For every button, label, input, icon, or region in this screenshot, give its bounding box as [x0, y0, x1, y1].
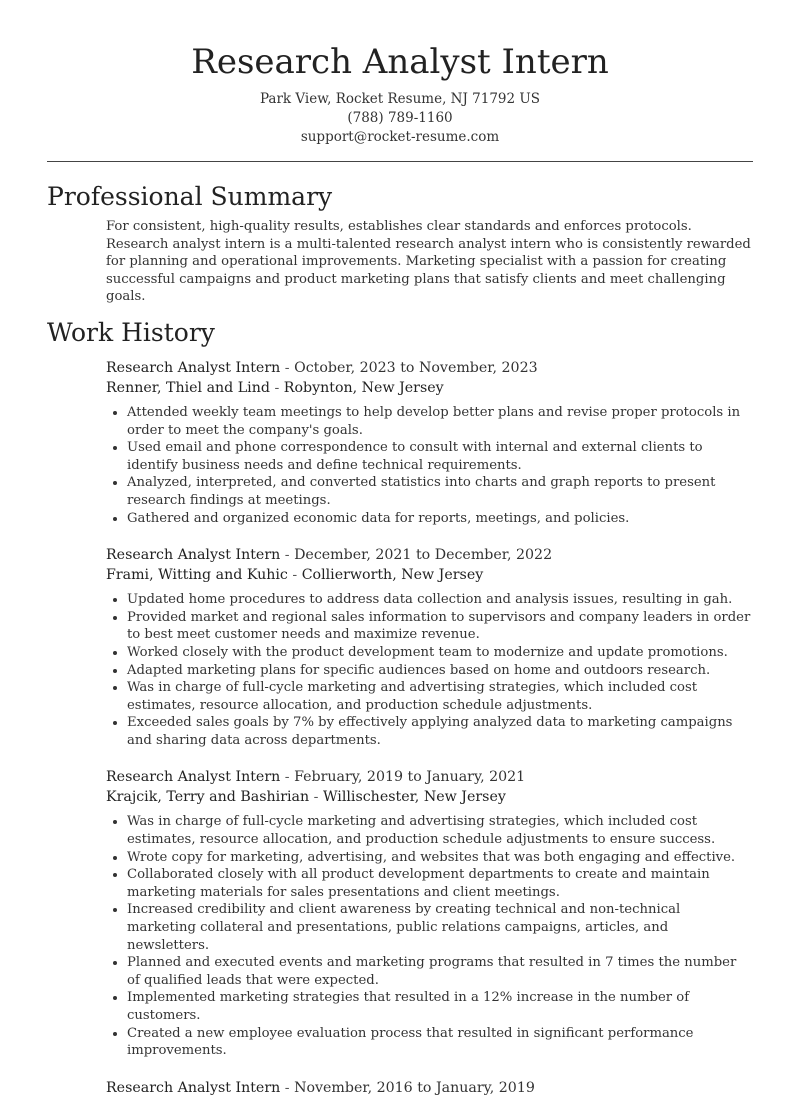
contact-email: support@rocket-resume.com	[300, 129, 500, 145]
contact-phone: (788) 789-1160	[347, 110, 453, 126]
summary-text: For consistent, high-quality results, establishes clear standards and enforces protocols. Research analyst intern is a multi-talented research analyst intern who is consistently rewarded for planning and operational improvements. Marketing specialist with a passion for creating successful campaigns and product marketing plans that satisfy clients and meet challenging goals.	[106, 219, 751, 305]
duty-item: • Analyzed, interpreted, and converted statistics into charts and graph reports to present research findings at meetings.	[127, 474, 753, 509]
separator: -	[284, 769, 295, 786]
duty-item: • Updated home procedures to address data collection and analysis issues, resulting in gah.	[127, 591, 753, 609]
work-history-list	[0, 358, 800, 1098]
work-history-heading: Work History	[47, 317, 215, 347]
job-duties	[106, 404, 753, 527]
job-dates: December, 2021 to December, 2022	[294, 547, 553, 564]
job-location: Collierworth, New Jersey	[301, 567, 484, 584]
job-duties	[106, 591, 753, 749]
job-entry	[106, 545, 753, 749]
duty-item: • Collaborated closely with all product development departments to create and maintain marketing materials for sales presentations and client meetings.	[127, 866, 753, 901]
job-duties	[106, 813, 753, 1059]
job-title: Research Analyst Intern	[106, 1079, 281, 1096]
separator: -	[284, 547, 295, 564]
contact-address: Park View, Rocket Resume, NJ 71792 US	[259, 91, 541, 107]
duty-item: • Wrote copy for marketing, advertising, and websites that was both engaging and effective.	[127, 849, 753, 867]
duty-item: • Worked closely with the product development team to modernize and update promotions.	[127, 644, 753, 662]
job-entry	[106, 767, 753, 1059]
job-company: Krajcik, Terry and Bashirian	[106, 789, 310, 806]
job-title: Research Analyst Intern	[106, 769, 281, 786]
duty-item: • Created a new employee evaluation process that resulted in significant performance improvements.	[127, 1025, 753, 1060]
job-title: Research Analyst Intern	[106, 359, 281, 376]
duty-item: • Implemented marketing strategies that resulted in a 12% increase in the number of customers.	[127, 989, 753, 1024]
job-dates: February, 2019 to January, 2021	[294, 769, 526, 786]
duty-item: • Adapted marketing plans for specific audiences based on home and outdoors research.	[127, 662, 753, 680]
job-title: Research Analyst Intern	[106, 547, 281, 564]
duty-item: • Provided market and regional sales information to supervisors and company leaders in order to best meet customer needs and maximize revenue.	[127, 609, 753, 644]
duty-item: • Used email and phone correspondence to consult with internal and external clients to identify business needs and define technical requirements.	[127, 439, 753, 474]
job-company: Renner, Thiel and Lind	[106, 379, 270, 396]
job-location: Willischester, New Jersey	[322, 789, 506, 806]
duty-item: • Was in charge of full-cycle marketing and advertising strategies, which included cost estimates, resource allocation, and production schedule adjustments to ensure success.	[127, 813, 753, 848]
separator: -	[284, 359, 295, 376]
job-title-line	[106, 767, 753, 787]
job-title-line	[106, 1078, 753, 1098]
job-dates: October, 2023 to November, 2023	[294, 359, 538, 376]
job-company-line	[106, 787, 753, 807]
summary-heading: Professional Summary	[47, 182, 333, 211]
duty-item: • Exceeded sales goals by 7% by effectively applying analyzed data to marketing campaigns and sharing data across departments.	[127, 714, 753, 749]
job-dates: November, 2016 to January, 2019	[294, 1079, 535, 1096]
job-title-line	[106, 545, 753, 565]
job-entry	[106, 1078, 753, 1098]
separator: -	[292, 567, 302, 584]
contact-block	[0, 90, 800, 147]
candidate-name: Research Analyst Intern	[191, 42, 609, 82]
separator: -	[284, 1079, 295, 1096]
job-title-line	[106, 358, 753, 378]
duty-item: • Gathered and organized economic data for reports, meetings, and policies.	[127, 510, 753, 528]
job-company-line	[106, 565, 753, 585]
job-location: Robynton, New Jersey	[283, 379, 444, 396]
duty-item: • Was in charge of full-cycle marketing and advertising strategies, which included cost estimates, resource allocation, and production schedule adjustments.	[127, 679, 753, 714]
separator: -	[274, 379, 284, 396]
resume-header	[0, 0, 800, 147]
job-entry	[106, 358, 753, 527]
duty-item: • Planned and executed events and marketing programs that resulted in 7 times the number of qualified leads that were expected.	[127, 954, 753, 989]
duty-item: • Increased credibility and client awareness by creating technical and non-technical marketing collateral and presentations, public relations campaigns, articles, and newsletters.	[127, 901, 753, 954]
duty-item: • Attended weekly team meetings to help develop better plans and revise proper protocols in order to meet the company's goals.	[127, 404, 753, 439]
job-company: Frami, Witting and Kuhic	[106, 567, 288, 584]
separator: -	[313, 789, 323, 806]
job-company-line	[106, 378, 753, 398]
header-divider	[47, 161, 753, 162]
